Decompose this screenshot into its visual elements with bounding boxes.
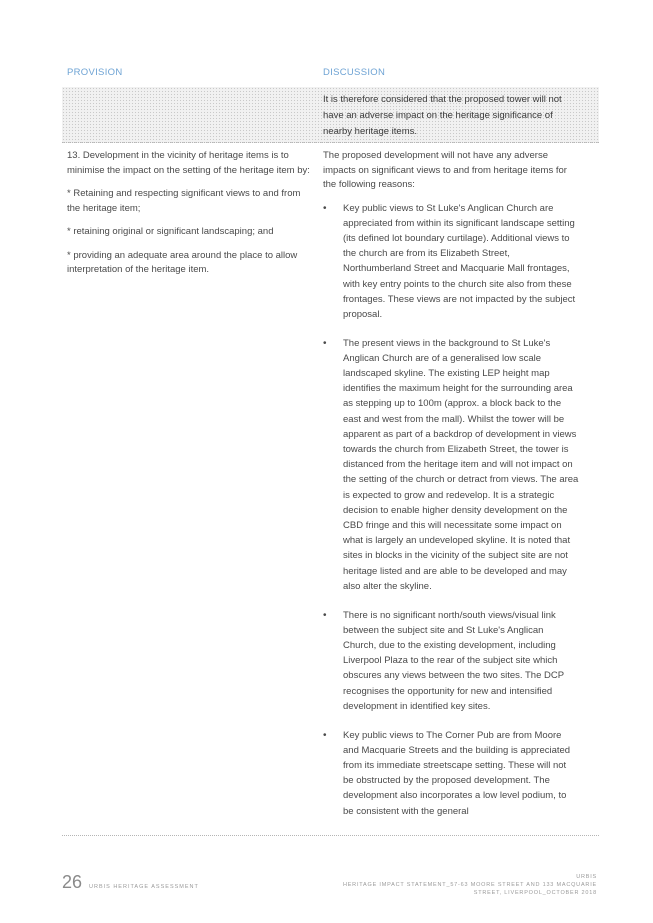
footer-company: URBIS [576,874,597,880]
footer-title-line: STREET, LIVERPOOL_OCTOBER 2018 [473,890,597,896]
discussion-column [323,149,579,832]
provision-item: * retaining original or significant landscaping; and [67,226,274,237]
bullet-icon: • [323,337,327,349]
footer-section-label: URBIS HERITAGE ASSESSMENT [89,884,199,890]
provision-column [67,149,312,287]
provision-item: * providing an adequate area around the place to allow interpretation of the heritage item. [67,249,298,275]
table-bottom-divider [62,835,599,836]
discussion-intro: The proposed development will not have any adverse impacts on significant views to and from heritage items for the following reasons: [323,150,567,190]
bullet-icon: • [323,202,327,214]
bullet-text: There is no significant north/south views/visual link between the subject site and St Luke's Anglican Church, due to the existing development, including Liverpool Plaza to the rear of the subject site which obscures any views between the two sites. The DCP recognises the opportunity for new and intensified development in identified key sites. [343,609,564,712]
discussion-column-header: DISCUSSION [323,67,386,78]
provision-item: * Retaining and respecting significant views to and from the heritage item; [67,188,301,214]
bullet-icon: • [323,729,327,741]
provision-intro: 13. Development in the vicinity of heritage items is to minimise the impact on the setting of the heritage item by: [67,150,310,176]
summary-discussion-text: It is therefore considered that the proposed tower will not have an adverse impact on the heritage significance of nearby heritage items. [323,94,562,137]
footer-document-title [297,873,597,897]
page-number: 26 [62,872,83,892]
bullet-icon: • [323,609,327,621]
bullet-text: Key public views to St Luke's Anglican Church are appreciated from within its significant landscape setting (its defined lot boundary curtilage). Additional views to the church are from its Elizabeth Street, Northumberland Street and Macquarie Mall frontages, with key entry points to the church site also from these frontages. These views are not impacted by the subject proposal. [343,202,576,320]
discussion-bullet [323,201,579,323]
bullet-text: The present views in the background to St Luke's Anglican Church are of a generalised low scale landscaped skyline. The existing LEP height map identifies the maximum height for the surrounding area as stepping up to 100m (approx. a block back to the east and west from the mall). Whilst the tower will be apparent as part of a backdrop of development in views towards the church from Elizabeth Street, the tower is distanced from the heritage item and will not impact on the setting of the church or detract from views. The area is expected to grow and redevelop. It is a strategic decision to enable higher density development on the CBD fringe and this will necessitate some impact on what is largely an undeveloped skyline. It is noted that sites in blocks in the vicinity of the subject site are not heritage listed and are able to be developed and may also alter the skyline. [343,337,579,592]
discussion-bullet [323,728,579,819]
bullet-text: Key public views to The Corner Pub are from Moore and Macquarie Streets and the building is appreciated from its immediate streetscape setting. These will not be obstructed by the proposed development. The development also incorporates a low level podium, to be consistent with the general [343,729,571,817]
provision-column-header: PROVISION [67,67,123,78]
discussion-bullet [323,336,579,594]
footer-title-line: HERITAGE IMPACT STATEMENT_57-63 MOORE STREET AND 133 MACQUARIE [342,882,597,888]
discussion-bullet [323,608,579,714]
discussion-bullet-list [323,201,579,819]
